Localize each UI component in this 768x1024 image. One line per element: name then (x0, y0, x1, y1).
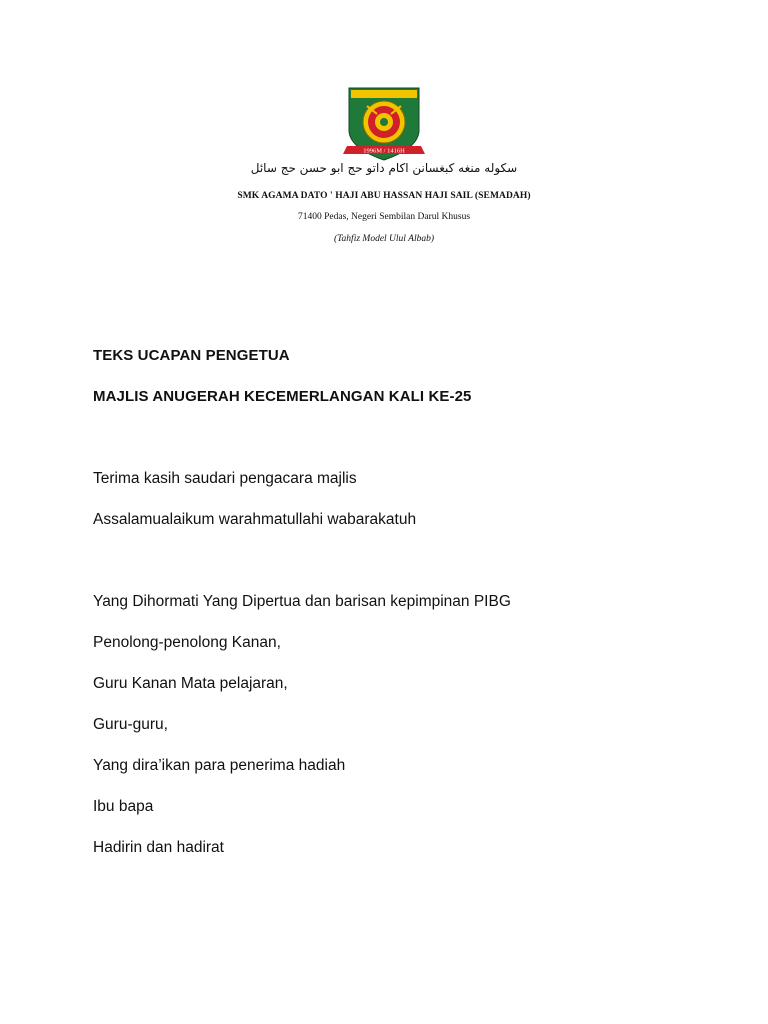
salutation-line: Penolong-penolong Kanan, (93, 634, 281, 651)
school-name-arabic: سكوله منغه كبغسانن اكام داتو حج ابو حسن حج سائل (250, 161, 518, 175)
salutation-line: Guru Kanan Mata pelajaran, (93, 675, 288, 692)
school-address: 71400 Pedas, Negeri Sembilan Darul Khusus (297, 212, 471, 222)
logo-year-label: 1996M / 1416H (363, 147, 405, 155)
salutation-line: Yang Dihormati Yang Dipertua dan barisan kepimpinan PIBG (93, 593, 511, 610)
document-title: TEKS UCAPAN PENGETUA (93, 347, 290, 364)
school-crest-logo (337, 86, 431, 162)
salutation-line: Ibu bapa (93, 798, 154, 815)
salutation-line: Hadirin dan hadirat (93, 839, 224, 856)
opening-line: Assalamualaikum warahmatullahi wabarakatuh (93, 511, 417, 528)
document-subtitle: MAJLIS ANUGERAH KECEMERLANGAN KALI KE-25 (93, 388, 472, 405)
school-name: SMK AGAMA DATO ' HAJI ABU HASSAN HAJI SAIL (SEMADAH) (237, 191, 531, 201)
opening-line: Terima kasih saudari pengacara majlis (93, 470, 357, 487)
salutation-line: Guru-guru, (93, 716, 168, 733)
salutation-line: Yang dira’ikan para penerima hadiah (93, 757, 346, 774)
school-tagline: (Tahfiz Model Ulul Albab) (333, 234, 435, 244)
